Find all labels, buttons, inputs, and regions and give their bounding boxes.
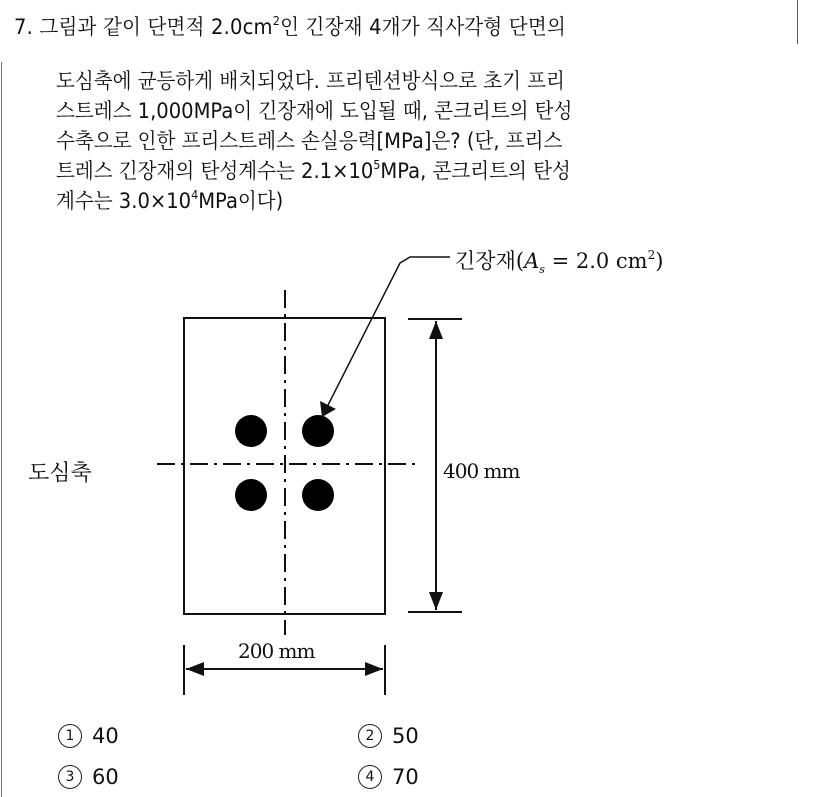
tendon-label [455, 245, 663, 276]
choice-value: 50 [392, 724, 419, 748]
question-line-text: 트레스 긴장재의 탄성계수는 2.1×10 [56, 159, 374, 183]
tendon-dot [302, 415, 334, 447]
cross-section-figure [0, 215, 826, 695]
choice-value: 60 [92, 765, 119, 789]
superscript: 4 [191, 188, 199, 202]
tendon-dot [235, 415, 267, 447]
choice-2[interactable] [358, 724, 419, 748]
question-line [56, 186, 763, 216]
cross-section-diagram [0, 215, 826, 695]
choice-value: 40 [92, 724, 119, 748]
question-line [56, 126, 763, 156]
question-line-text: 계수는 3.0×10 [56, 189, 192, 213]
choice-1[interactable] [58, 724, 119, 748]
tendon-label-area: = 2.0 cm [544, 249, 648, 273]
choice-marker: 2 [358, 724, 382, 748]
question-line [56, 66, 763, 96]
question-title-tail: 인 긴장재 4개가 직사각형 단면의 [280, 15, 566, 39]
subscript: s [539, 263, 545, 277]
question-title-text: 그림과 같이 단면적 2.0cm [39, 15, 273, 39]
question-body [56, 66, 816, 216]
choice-value: 70 [392, 765, 419, 789]
arrowhead-left [186, 662, 204, 676]
tendon-label-symbol: A [524, 249, 540, 273]
arrowhead-up [429, 321, 443, 339]
arrowhead-down [429, 592, 443, 610]
tendon-dot [302, 479, 334, 511]
tendon-dot [235, 479, 267, 511]
choice-marker: 1 [58, 724, 82, 748]
question-line-text: MPa이다) [198, 189, 284, 213]
choice-marker: 4 [358, 765, 382, 789]
tendon-label-close: ) [655, 249, 664, 273]
superscript: 2 [272, 14, 281, 28]
height-dimension-label: 400 mm [443, 459, 520, 483]
choice-3[interactable] [58, 765, 119, 789]
question-line-text: 도심축에 균등하게 배치되었다. 프리텐션방식으로 초기 프리 [56, 69, 565, 93]
tendon-label-prefix: 긴장재( [455, 249, 525, 273]
question-line-text: 수축으로 인한 프리스트레스 손실응력[MPa]은? (단, 프리스 [56, 129, 563, 153]
width-dimension-label: 200 mm [238, 639, 315, 663]
question-line-text: MPa, 콘크리트의 탄성 [380, 159, 571, 183]
choice-4[interactable] [358, 765, 419, 789]
leader-arrowhead [320, 401, 336, 417]
centroid-axis-label: 도심축 [28, 461, 92, 486]
page-column-divider [797, 0, 798, 44]
question-title [14, 11, 566, 41]
arrowhead-right [365, 662, 383, 676]
choice-marker: 3 [58, 765, 82, 789]
superscript: 2 [647, 248, 656, 262]
question-line-text: 스트레스 1,000MPa이 긴장재에 도입될 때, 콘크리트의 탄성 [56, 99, 573, 123]
question-line [56, 156, 763, 186]
superscript: 5 [373, 158, 381, 172]
question-line [56, 96, 763, 126]
question-number: 7. [14, 15, 34, 39]
